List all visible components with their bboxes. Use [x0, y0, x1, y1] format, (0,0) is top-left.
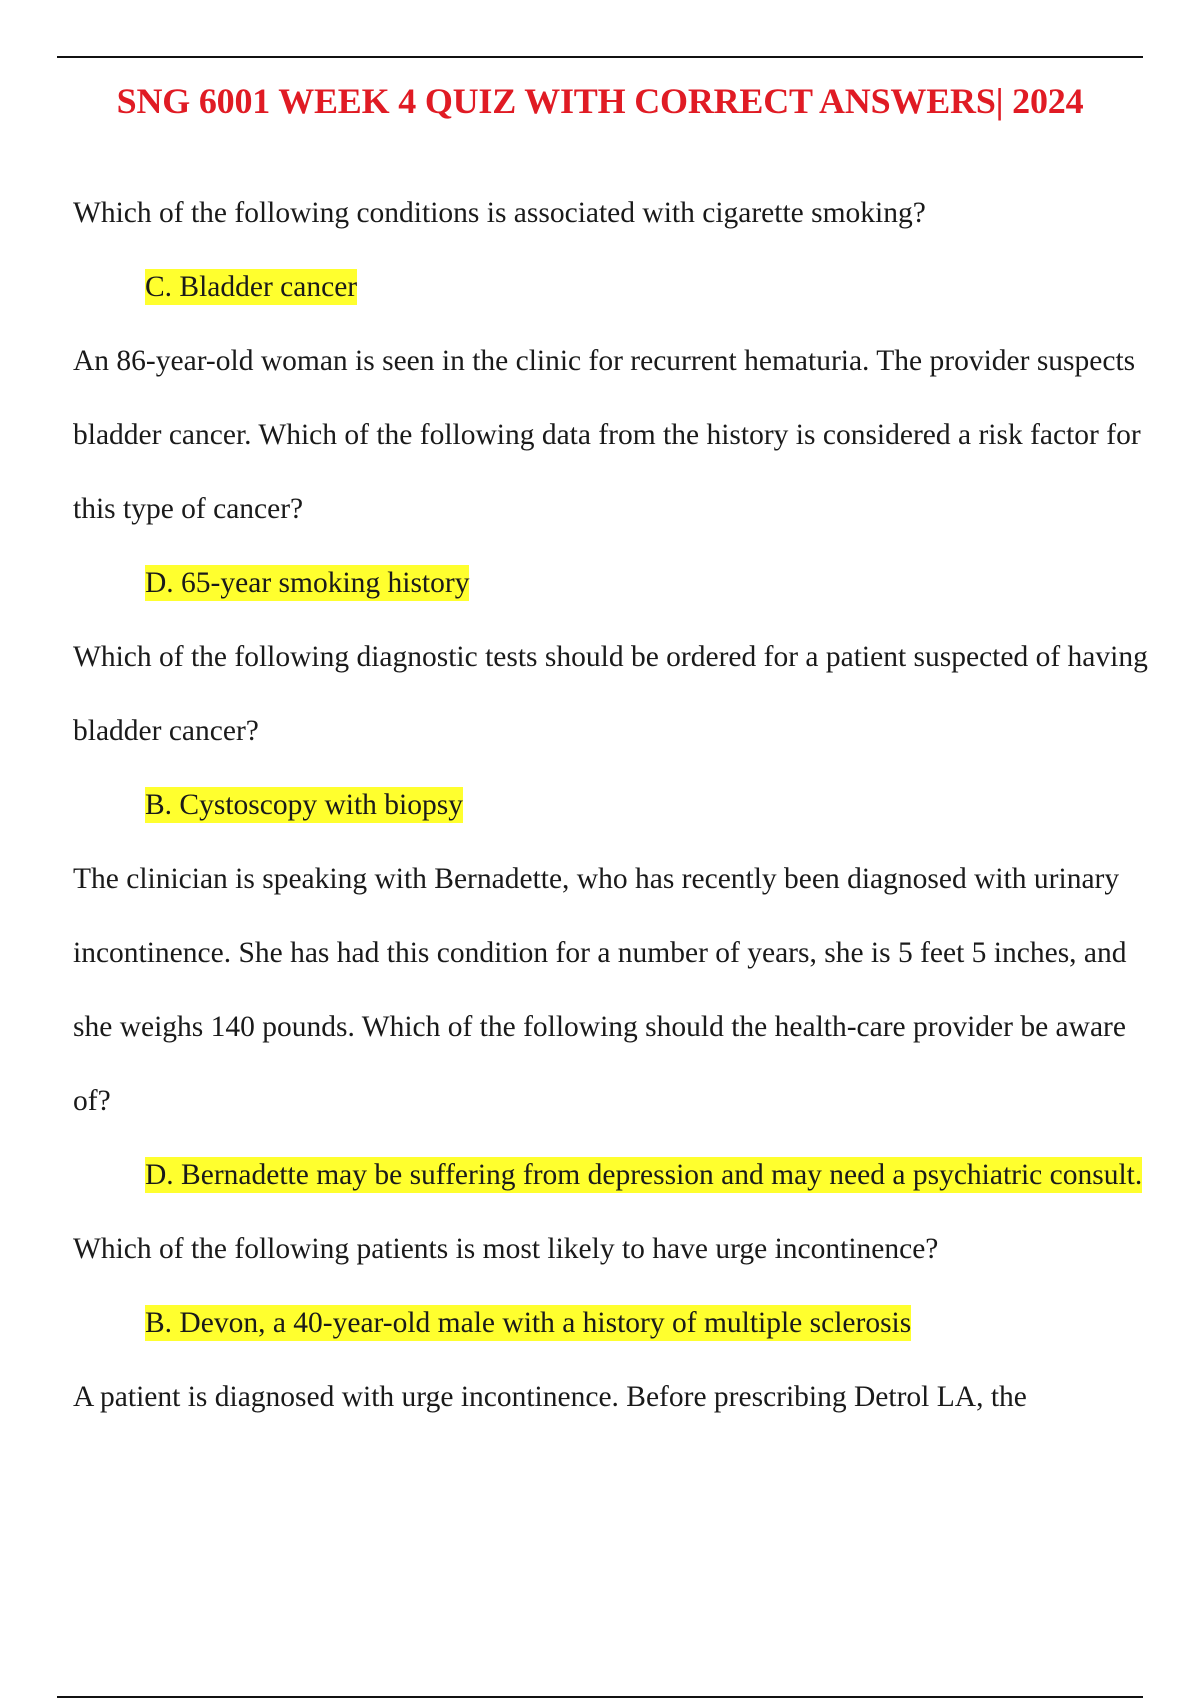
question-4: The clinician is speaking with Bernadette, who has recently been diagnosed with urinary incontinence. She has had this condition for a number of years, she is 5 feet 5 inches, and she weighs 140 pounds. Which of the following should the health-care provider be aware of? [73, 863, 1127, 1117]
answer-4 [73, 1138, 1153, 1212]
top-rule [57, 56, 1143, 58]
answer-1 [73, 250, 1153, 324]
answer-3-highlight: B. Cystoscopy with biopsy [145, 789, 463, 821]
answer-4-highlight: D. Bernadette may be suffering from depression and may need a psychiatric consult. [145, 1159, 1143, 1191]
answer-2-highlight: D. 65-year smoking history [145, 567, 470, 599]
answer-1-highlight: C. Bladder cancer [145, 271, 358, 303]
answer-3 [73, 768, 1153, 842]
question-5: Which of the following patients is most likely to have urge incontinence? [73, 1233, 939, 1265]
answer-5 [73, 1286, 1153, 1360]
document-title: SNG 6001 WEEK 4 QUIZ WITH CORRECT ANSWERS| 2024 [116, 81, 1084, 121]
question-2: An 86-year-old woman is seen in the clinic for recurrent hematuria. The provider suspects bladder cancer. Which of the following data from the history is considered a risk factor for this type of cancer? [73, 345, 1141, 525]
question-3: Which of the following diagnostic tests should be ordered for a patient suspected of having bladder cancer? [73, 641, 1148, 747]
answer-5-highlight: B. Devon, a 40-year-old male with a history of multiple sclerosis [145, 1307, 912, 1339]
question-6: A patient is diagnosed with urge incontinence. Before prescribing Detrol LA, the [73, 1381, 1027, 1413]
question-1: Which of the following conditions is associated with cigarette smoking? [73, 197, 926, 229]
bottom-rule [57, 1696, 1143, 1698]
quiz-content [73, 176, 1153, 1434]
answer-2 [73, 546, 1153, 620]
